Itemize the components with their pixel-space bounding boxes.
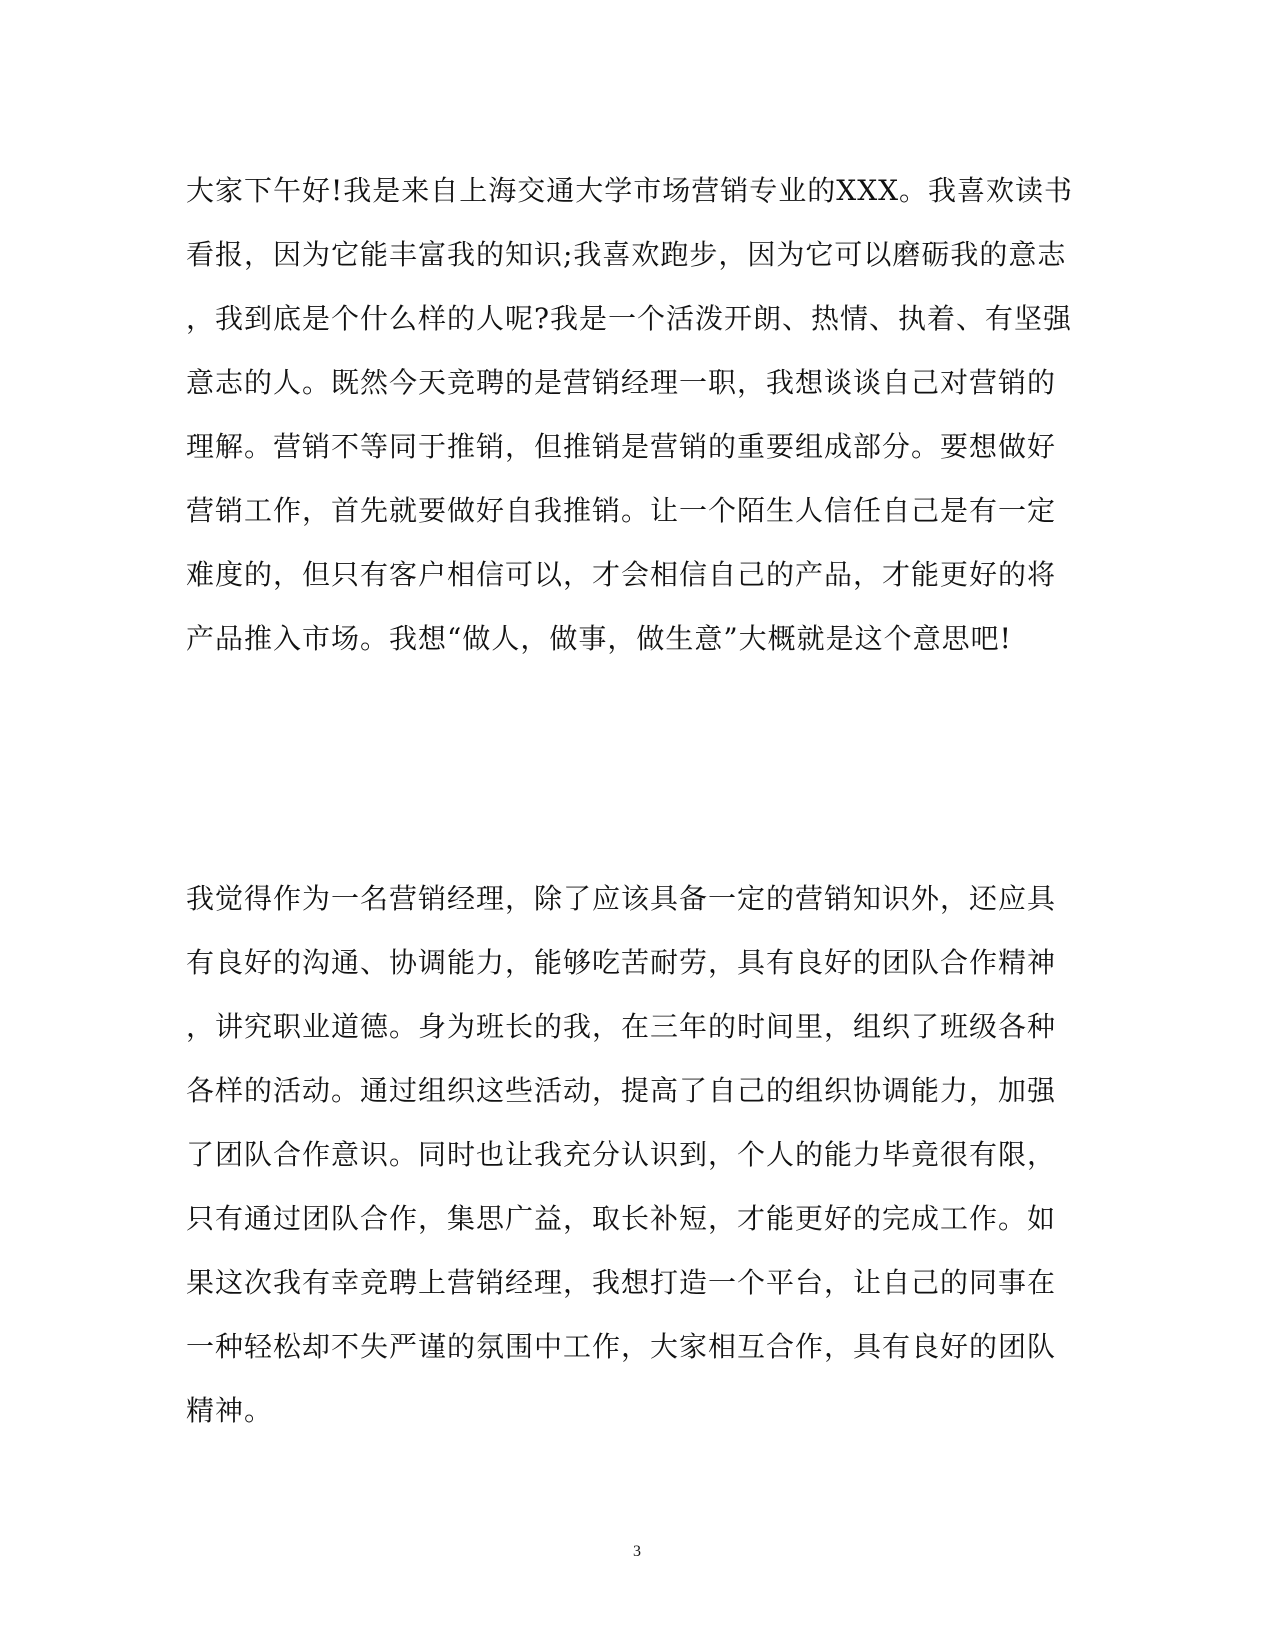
paragraph-intro: [186, 159, 1086, 671]
text-line: 难度的，但只有客户相信可以，才会相信自己的产品，才能更好的将: [186, 558, 1057, 591]
text-line: 只有通过团队合作，集思广益，取长补短，才能更好的完成工作。如: [186, 1202, 1057, 1235]
text-line: 有良好的沟通、协调能力，能够吃苦耐劳，具有良好的团队合作精神: [186, 946, 1057, 979]
text-line: ，我到底是个什么样的人呢?我是一个活泼开朗、热情、执着、有坚强: [186, 302, 1073, 335]
text-line: 了团队合作意识。同时也让我充分认识到，个人的能力毕竟很有限，: [186, 1138, 1057, 1171]
paragraph-teamwork: [186, 867, 1086, 1443]
text-line: 大家下午好!我是来自上海交通大学市场营销专业的XXX。我喜欢读书: [186, 174, 1074, 207]
page-number: 3: [633, 1543, 641, 1560]
text-line: 一种轻松却不失严谨的氛围中工作，大家相互合作，具有良好的团队: [186, 1330, 1057, 1363]
text-line: 各样的活动。通过组织这些活动，提高了自己的组织协调能力，加强: [186, 1074, 1057, 1107]
text-line: 营销工作，首先就要做好自我推销。让一个陌生人信任自己是有一定: [186, 494, 1057, 527]
text-line: 果这次我有幸竞聘上营销经理，我想打造一个平台，让自己的同事在: [186, 1266, 1057, 1299]
text-line: 精神。: [186, 1394, 274, 1427]
text-line: ，讲究职业道德。身为班长的我，在三年的时间里，组织了班级各种: [186, 1010, 1057, 1043]
text-line: 产品推入市场。我想“做人，做事，做生意”大概就是这个意思吧!: [186, 622, 1012, 655]
text-line: 理解。营销不等同于推销，但推销是营销的重要组成部分。要想做好: [186, 430, 1057, 463]
text-line: 意志的人。既然今天竞聘的是营销经理一职，我想谈谈自己对营销的: [186, 366, 1057, 399]
text-line: 看报，因为它能丰富我的知识;我喜欢跑步，因为它可以磨砺我的意志: [186, 238, 1067, 271]
text-line: 我觉得作为一名营销经理，除了应该具备一定的营销知识外，还应具: [186, 882, 1057, 915]
